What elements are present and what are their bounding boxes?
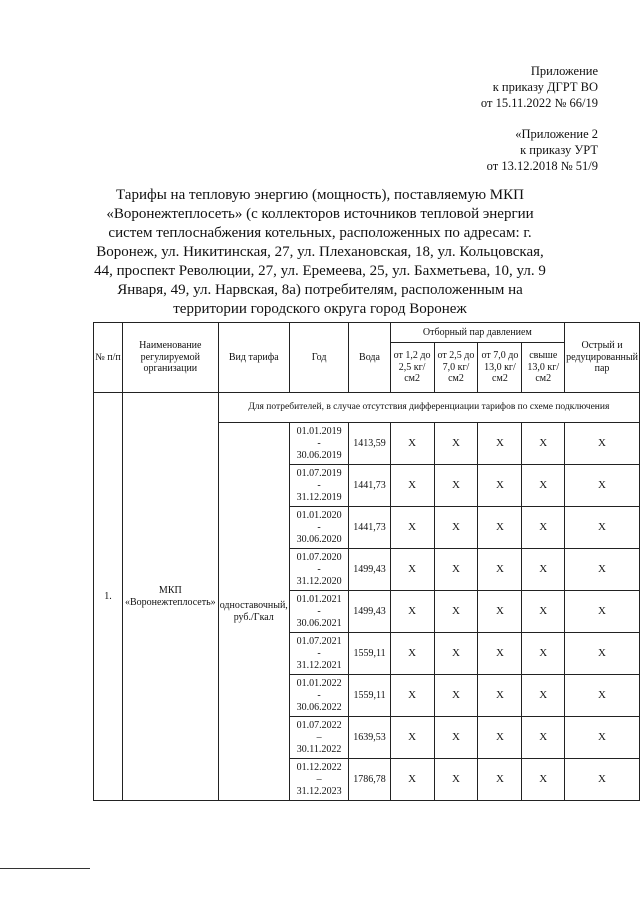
period-cell: 01.07.2021 - 31.12.2021: [289, 633, 349, 675]
appendix-line: от 13.12.2018 № 51/9: [486, 159, 598, 173]
steam-value: X: [390, 717, 434, 759]
steam-value: X: [478, 465, 522, 507]
steam-value: X: [390, 549, 434, 591]
appendix-line: от 15.11.2022 № 66/19: [480, 96, 598, 110]
appendix-line: Приложение: [530, 64, 598, 78]
period-cell: 01.07.2022 – 30.11.2022: [289, 717, 349, 759]
header-steam-3: от 7,0 до 13,0 кг/см2: [478, 343, 522, 393]
sharp-steam-value: X: [565, 507, 640, 549]
header-steam-4: свыше 13,0 кг/см2: [522, 343, 565, 393]
header-org: Наименование регулируемой организации: [122, 323, 218, 393]
period-cell: 01.07.2019 - 31.12.2019: [289, 465, 349, 507]
steam-value: X: [522, 717, 565, 759]
water-value: 1639,53: [349, 717, 390, 759]
water-value: 1786,78: [349, 759, 390, 801]
document-title: Тарифы на тепловую энергию (мощность), поставляемую МКП «Воронежтеплосеть» (с коллекторов источников тепловой энергии систем теплоснабжения котельных, расположенных по адресам: г. Воронеж, ул. Никитинская, 27, ул. Плехановская, 18, ул. Кольцовская, 44, проспект Революции, 27, ул. Еремеева, 25, ул. Бахметьева, 10, ул. 9 Января, 49, ул. Нарвская, 8а) потребителям, расположенным на территории городского округа город Воронеж: [94, 187, 546, 317]
steam-value: X: [390, 759, 434, 801]
appendix-line: «Приложение 2: [515, 127, 598, 141]
steam-value: X: [478, 507, 522, 549]
steam-value: X: [478, 423, 522, 465]
appendix-reference-original: [487, 126, 598, 174]
steam-value: X: [522, 759, 565, 801]
section-label: Для потребителей, в случае отсутствия дифференциации тарифов по схеме подключения: [218, 393, 639, 423]
sharp-steam-value: X: [565, 717, 640, 759]
sharp-steam-value: X: [565, 423, 640, 465]
water-value: 1499,43: [349, 591, 390, 633]
header-sharp-steam: Острый и редуцированный пар: [565, 323, 640, 393]
period-cell: 01.01.2020 - 30.06.2020: [289, 507, 349, 549]
appendix-reference-current: [481, 63, 598, 111]
steam-value: X: [478, 759, 522, 801]
header-year: Год: [289, 323, 349, 393]
steam-value: X: [522, 675, 565, 717]
water-value: 1413,59: [349, 423, 390, 465]
sharp-steam-value: X: [565, 759, 640, 801]
water-value: 1559,11: [349, 675, 390, 717]
appendix-line: к приказу УРТ: [520, 143, 598, 157]
steam-value: X: [434, 591, 478, 633]
sharp-steam-value: X: [565, 675, 640, 717]
header-steam-2: от 2,5 до 7,0 кг/см2: [434, 343, 478, 393]
sharp-steam-value: X: [565, 591, 640, 633]
sharp-steam-value: X: [565, 465, 640, 507]
steam-value: X: [478, 675, 522, 717]
sharp-steam-value: X: [565, 549, 640, 591]
steam-value: X: [478, 717, 522, 759]
steam-value: X: [390, 591, 434, 633]
steam-value: X: [478, 549, 522, 591]
water-value: 1559,11: [349, 633, 390, 675]
steam-value: X: [434, 549, 478, 591]
header-tariff-type: Вид тарифа: [218, 323, 289, 393]
steam-value: X: [522, 465, 565, 507]
tariff-type: одноставочный, руб./Гкал: [218, 423, 289, 801]
row-number: 1.: [94, 393, 123, 801]
steam-value: X: [522, 591, 565, 633]
period-cell: 01.01.2022 - 30.06.2022: [289, 675, 349, 717]
steam-value: X: [434, 423, 478, 465]
period-cell: 01.01.2019 - 30.06.2019: [289, 423, 349, 465]
steam-value: X: [390, 465, 434, 507]
steam-value: X: [522, 507, 565, 549]
steam-value: X: [390, 507, 434, 549]
header-steam-group: Отборный пар давлением: [390, 323, 564, 343]
organization-name: МКП «Воронежтеплосеть»: [122, 393, 218, 801]
steam-value: X: [434, 759, 478, 801]
steam-value: X: [434, 717, 478, 759]
steam-value: X: [478, 633, 522, 675]
steam-value: X: [390, 675, 434, 717]
steam-value: X: [434, 507, 478, 549]
tariff-table: [93, 322, 640, 801]
sharp-steam-value: X: [565, 633, 640, 675]
steam-value: X: [390, 423, 434, 465]
water-value: 1441,73: [349, 507, 390, 549]
period-cell: 01.12.2022 – 31.12.2023: [289, 759, 349, 801]
header-steam-1: от 1,2 до 2,5 кг/см2: [390, 343, 434, 393]
steam-value: X: [522, 549, 565, 591]
header-water: Вода: [349, 323, 390, 393]
steam-value: X: [522, 423, 565, 465]
steam-value: X: [390, 633, 434, 675]
header-num: № п/п: [94, 323, 123, 393]
water-value: 1441,73: [349, 465, 390, 507]
period-cell: 01.01.2021 - 30.06.2021: [289, 591, 349, 633]
steam-value: X: [478, 591, 522, 633]
period-cell: 01.07.2020 - 31.12.2020: [289, 549, 349, 591]
steam-value: X: [522, 633, 565, 675]
footnote-divider: [0, 868, 90, 869]
water-value: 1499,43: [349, 549, 390, 591]
steam-value: X: [434, 633, 478, 675]
appendix-line: к приказу ДГРТ ВО: [492, 80, 598, 94]
steam-value: X: [434, 465, 478, 507]
steam-value: X: [434, 675, 478, 717]
